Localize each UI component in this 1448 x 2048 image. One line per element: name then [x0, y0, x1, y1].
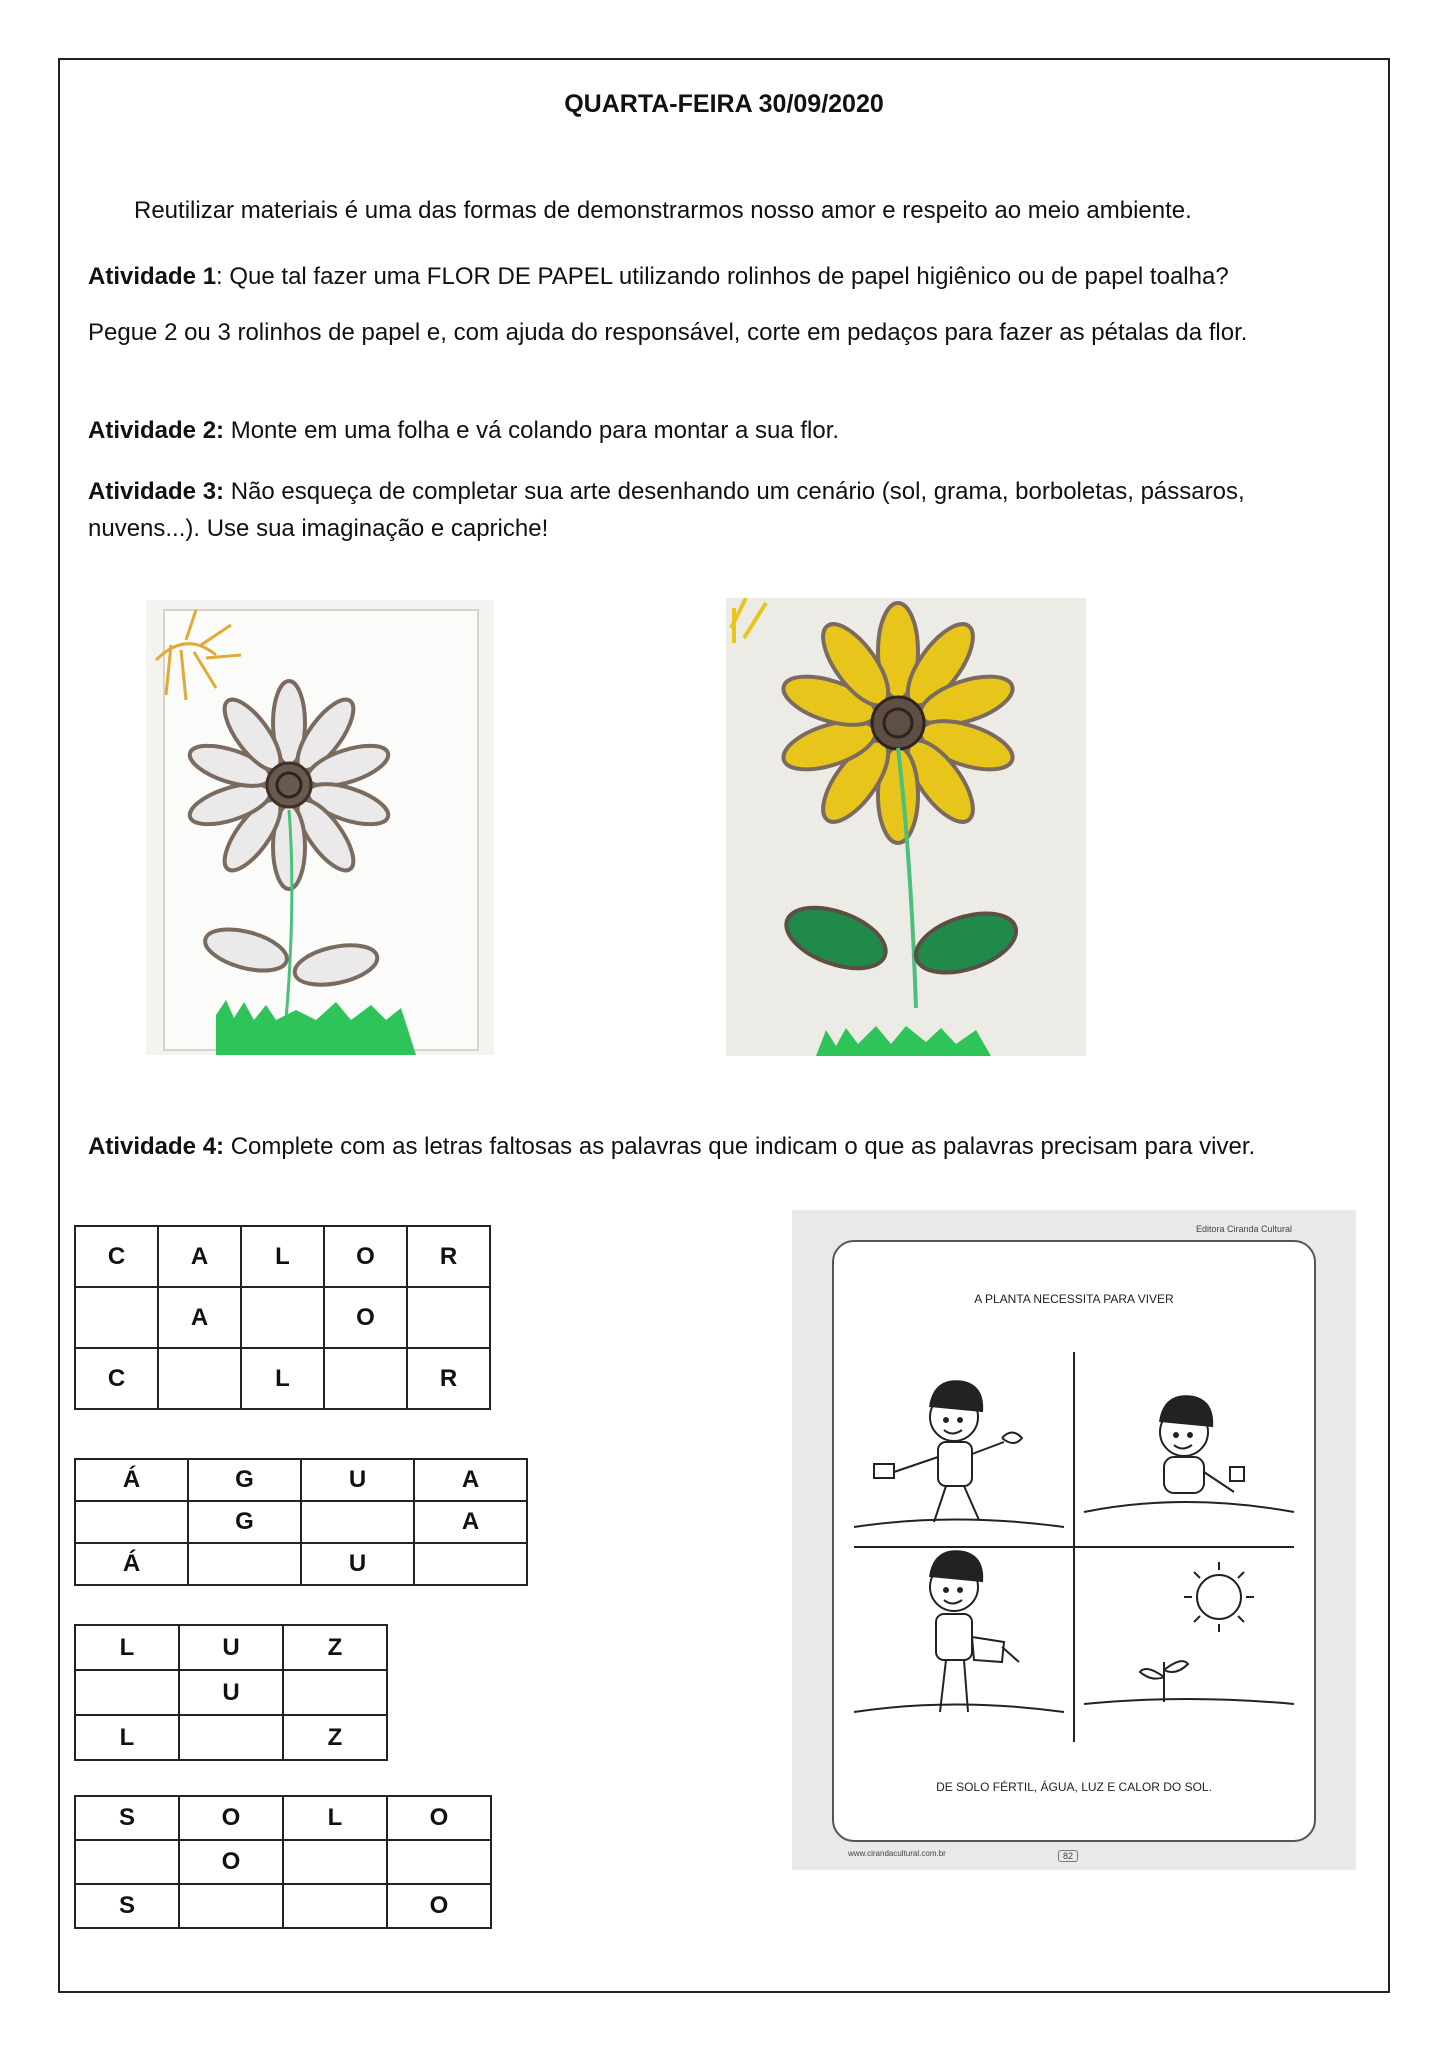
grid-cell	[301, 1501, 414, 1543]
activity-3-line	[88, 473, 1348, 547]
grid-cell: Á	[75, 1543, 188, 1585]
activity-2-line	[88, 412, 839, 449]
activity-4-text: Complete com as letras faltosas as palavras que indicam o que as palavras precisam para viver.	[224, 1133, 1256, 1160]
grid-cell	[75, 1501, 188, 1543]
grid-cell: L	[241, 1226, 324, 1287]
grid-cell: L	[75, 1625, 179, 1670]
grid-cell: U	[301, 1543, 414, 1585]
worksheet-title: A PLANTA NECESSITA PARA VIVER	[974, 1292, 1174, 1306]
grid-cell	[75, 1670, 179, 1715]
grid-cell	[75, 1840, 179, 1884]
grid-cell	[324, 1348, 407, 1409]
grid-calor	[74, 1225, 491, 1410]
grid-cell: A	[158, 1226, 241, 1287]
grid-luz	[74, 1624, 388, 1761]
grid-cell	[158, 1348, 241, 1409]
worksheet-publisher: Editora Ciranda Cultural	[1195, 1224, 1292, 1234]
grid-cell: O	[179, 1840, 283, 1884]
grid-cell: O	[387, 1796, 491, 1840]
grid-cell	[283, 1884, 387, 1928]
grid-cell	[75, 1287, 158, 1348]
grid-cell	[407, 1287, 490, 1348]
grid-cell: S	[75, 1884, 179, 1928]
activity-3-text: Não esqueça de completar sua arte desenhando um cenário (sol, grama, borboletas, pássaros, nuvens...). Use sua imaginação e capriche!	[88, 478, 1245, 542]
worksheet-card	[832, 1240, 1316, 1842]
grid-cell: G	[188, 1459, 301, 1501]
worksheet-page-number: 82	[1058, 1850, 1078, 1862]
grid-cell	[414, 1543, 527, 1585]
grid-solo	[74, 1795, 492, 1929]
grid-cell: R	[407, 1226, 490, 1287]
grid-cell: O	[324, 1226, 407, 1287]
activity-4-label: Atividade 4:	[88, 1133, 225, 1160]
grid-cell: Z	[283, 1715, 387, 1760]
page-title: QUARTA-FEIRA 30/09/2020	[564, 90, 884, 118]
grid-cell: L	[75, 1715, 179, 1760]
activity-1-line	[88, 258, 1229, 295]
grid-cell: U	[179, 1625, 283, 1670]
grid-cell	[179, 1884, 283, 1928]
grid-cell: U	[179, 1670, 283, 1715]
grid-cell: L	[283, 1796, 387, 1840]
grid-cell	[179, 1715, 283, 1760]
grid-cell	[387, 1840, 491, 1884]
grid-cell: O	[324, 1287, 407, 1348]
worksheet-footer: DE SOLO FÉRTIL, ÁGUA, LUZ E CALOR DO SOL.	[936, 1780, 1212, 1794]
grid-agua	[74, 1458, 528, 1586]
activity-1-text: : Que tal fazer uma FLOR DE PAPEL utilizando rolinhos de papel higiênico ou de papel toalha?	[216, 263, 1229, 290]
paper-flower-photo-unpainted	[146, 600, 494, 1055]
grid-cell: U	[301, 1459, 414, 1501]
grid-cell	[188, 1543, 301, 1585]
worksheet-site: www.cirandacultural.com.br	[848, 1849, 946, 1858]
grid-cell	[283, 1840, 387, 1884]
activity-1-paragraph: Pegue 2 ou 3 rolinhos de papel e, com ajuda do responsável, corte em pedaços para fazer as pétalas da flor.	[88, 319, 1248, 346]
activity-2-label: Atividade 2:	[88, 417, 225, 444]
grid-cell: Z	[283, 1625, 387, 1670]
intro-text: Reutilizar materiais é uma das formas de demonstrarmos nosso amor e respeito ao meio ambiente.	[134, 197, 1192, 224]
grid-cell: S	[75, 1796, 179, 1840]
grid-cell	[283, 1670, 387, 1715]
activity-4-line	[88, 1128, 1348, 1165]
grid-cell: O	[179, 1796, 283, 1840]
activity-2-text: Monte em uma folha e vá colando para montar a sua flor.	[224, 417, 840, 444]
grid-cell: O	[387, 1884, 491, 1928]
grid-cell: A	[414, 1459, 527, 1501]
grid-cell: C	[75, 1226, 158, 1287]
grid-cell: R	[407, 1348, 490, 1409]
activity-1-label: Atividade 1	[88, 263, 217, 290]
plant-needs-worksheet	[792, 1210, 1356, 1870]
worksheet-illustration	[834, 1242, 1314, 1840]
grid-cell: L	[241, 1348, 324, 1409]
grid-cell: A	[158, 1287, 241, 1348]
activity-3-label: Atividade 3:	[88, 478, 225, 505]
paper-flower-photo-painted	[726, 598, 1086, 1056]
grid-cell: C	[75, 1348, 158, 1409]
grid-cell: G	[188, 1501, 301, 1543]
grid-cell: A	[414, 1501, 527, 1543]
grid-cell: Á	[75, 1459, 188, 1501]
grid-cell	[241, 1287, 324, 1348]
